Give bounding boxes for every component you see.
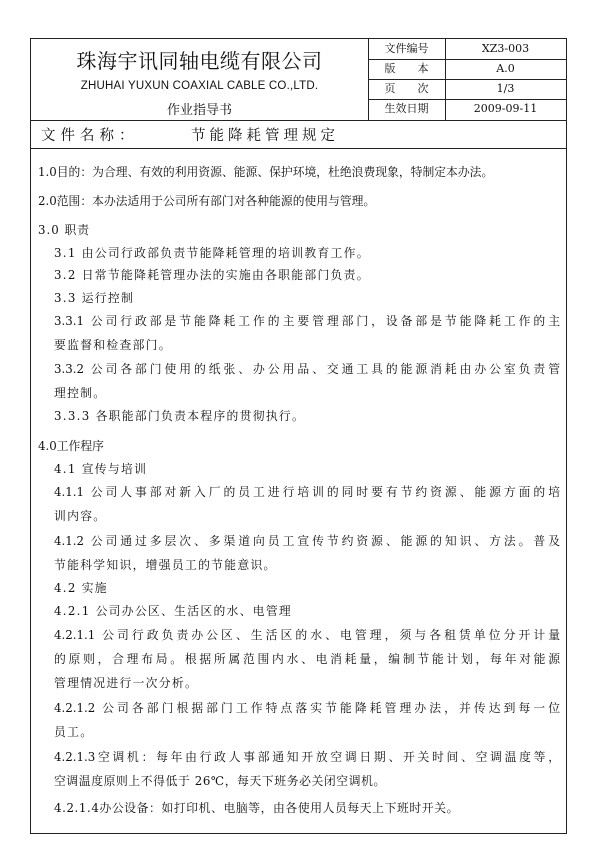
paragraph-line: 4.2.1.2 公司各部门根据部门工作特点落实节能降耗管理办法，并传达到每一位: [54, 701, 560, 715]
paragraph-line: 的原则，合理布局。根据所属范围内水、电消耗量，编制节能计划，每年对能源: [54, 652, 560, 666]
meta-row-version: [368, 59, 566, 80]
paragraph-line: 理控制。: [54, 386, 107, 400]
meta-value: A.0: [496, 62, 515, 75]
paragraph-line: 员工。: [54, 725, 94, 739]
paragraph-line: 3.3.2 公司各部门使用的纸张、办公用品、交通工具的能源消耗由办公室负责管: [54, 362, 560, 376]
paragraph-line: 1.0目的：为合理、有效的利用资源、能源、保护环境，杜绝浪费现象，特制定本办法。: [38, 165, 494, 179]
meta-value: XZ3-003: [481, 42, 530, 55]
company-block: [31, 39, 369, 120]
section-heading: 3.0 职责: [38, 223, 91, 237]
meta-row-page: [368, 79, 566, 100]
paragraph-line: 3.3 运行控制: [54, 291, 135, 305]
paragraph-line: 3.3.3 各职能部门负责本程序的贯彻执行。: [54, 409, 306, 423]
meta-label: 文件编号: [368, 39, 446, 59]
document-page: [30, 38, 567, 834]
title-label: 文件名称：: [41, 128, 139, 144]
paragraph-line: 2.0范围：本办法适用于公司所有部门对各种能源的使用与管理。: [38, 194, 376, 208]
paragraph-line: 3.2 日常节能降耗管理办法的实施由各职能部门负责。: [54, 268, 370, 282]
paragraph-line: 4.1.2 公司通过多层次、多渠道向员工宣传节约资源、能源的知识、方法。普及: [54, 534, 560, 548]
paragraph-line: 4.2 实施: [54, 581, 108, 595]
meta-value: 2009-09-11: [473, 102, 538, 115]
meta-label: 页 次: [368, 79, 446, 99]
paragraph-line: 4.1 宣传与培训: [54, 462, 148, 476]
paragraph-line: 4.2.1 公司办公区、生活区的水、电管理: [54, 604, 293, 618]
company-name-en: ZHUHAI YUXUN COAXIAL CABLE CO.,LTD.: [80, 80, 319, 92]
meta-value: 1/3: [496, 82, 515, 95]
document-title: 节能降耗管理规定: [191, 128, 339, 144]
company-name-cn: 珠海宇讯同轴电缆有限公司: [76, 49, 323, 73]
paragraph-line: 4.2.1.3空调机：每年由行政人事部通知开放空调日期、开关时间、空调温度等，: [54, 750, 560, 764]
document-header: [31, 39, 566, 121]
paragraph-line: 空调温度原则上不得低于 26℃，每天下班务必关闭空调机。: [54, 774, 386, 788]
document-meta-table: [368, 39, 566, 120]
document-title-row: [31, 120, 566, 149]
paragraph-line: 管理情况进行一次分析。: [54, 676, 199, 690]
paragraph-line: 4.2.1.1 公司行政负责办公区、生活区的水、电管理，须与各租赁单位分开计量: [54, 628, 560, 642]
section-heading: 4.0工作程序: [38, 439, 104, 453]
meta-label: 版 本: [368, 59, 446, 79]
paragraph-line: 要监督和检查部门。: [54, 338, 172, 352]
paragraph-line: 节能科学知识，增强员工的节能意识。: [54, 558, 277, 572]
meta-row-doc-number: [368, 39, 566, 60]
document-type: 作业指导书: [166, 103, 232, 118]
paragraph-line: 4.2.1.4办公设备：如打印机、电脑等，由各使用人员每天上下班时开关。: [54, 801, 459, 815]
paragraph-line: 4.1.1 公司人事部对新入厂的员工进行培训的同时要有节约资源、能源方面的培: [54, 485, 560, 499]
meta-label: 生效日期: [368, 99, 446, 120]
meta-row-effective-date: [368, 99, 566, 120]
paragraph-line: 3.3.1 公司行政部是节能降耗工作的主要管理部门，设备部是节能降耗工作的主: [54, 314, 560, 328]
paragraph-line: 3.1 由公司行政部负责节能降耗管理的培训教育工作。: [54, 246, 370, 260]
paragraph-line: 训内容。: [54, 509, 107, 523]
